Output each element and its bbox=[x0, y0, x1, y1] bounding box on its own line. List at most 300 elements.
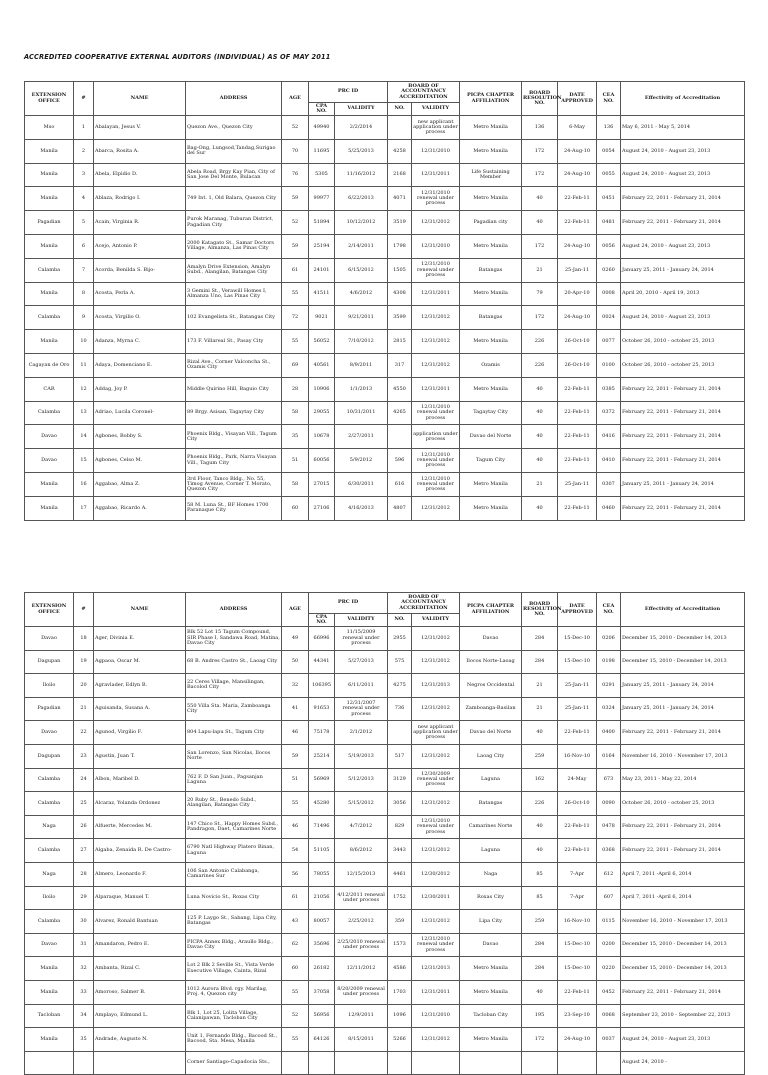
cell-number: 1 bbox=[74, 116, 94, 140]
cell-prc-validity: 6/11/2011 bbox=[335, 674, 388, 698]
cell-extension-office: Manila bbox=[25, 980, 74, 1004]
col-number: # bbox=[74, 593, 94, 627]
cell-picpa: Metro Manila bbox=[460, 187, 522, 211]
cell-cea-no: 0451 bbox=[597, 187, 621, 211]
cell-boa-validity: 12/31/2012 bbox=[412, 910, 460, 934]
cell-number: 11 bbox=[74, 353, 94, 377]
cell-prc-validity: 5/9/2012 bbox=[335, 449, 388, 473]
cell-boa-no: 317 bbox=[388, 353, 412, 377]
table-row bbox=[25, 862, 745, 886]
cell-name: Aggabao, Alma Z. bbox=[94, 472, 186, 496]
cell-boa-validity: 12/31/2010 bbox=[412, 234, 460, 258]
document-title: ACCREDITED COOPERATIVE EXTERNAL AUDITORS (INDIVIDUAL) AS OF MAY 2011 bbox=[24, 53, 331, 61]
col-date-approved: DATE APPROVED bbox=[558, 593, 597, 627]
table-row bbox=[25, 1051, 745, 1075]
cell-name: Aguisanda, Susana A. bbox=[94, 697, 186, 721]
table-row bbox=[25, 330, 745, 354]
cell-prc-validity: 6/22/2013 bbox=[335, 187, 388, 211]
cell-extension-office: Pagadian bbox=[25, 211, 74, 235]
cell-effectivity: November 16, 2010 - November 17, 2013 bbox=[621, 910, 745, 934]
cell-board-resolution: 79 bbox=[522, 282, 558, 306]
cell-address: 6790 Natl Highway Platero Binan, Laguna bbox=[186, 839, 282, 863]
cell-boa-validity: 12/31/2012 bbox=[412, 1028, 460, 1052]
cell-address: 125 P. Laygo St., Sabang, Lipa City, Batangas bbox=[186, 910, 282, 934]
col-cea-no: CEA NO. bbox=[597, 82, 621, 116]
cell-boa-validity: 12/31/2013 bbox=[412, 674, 460, 698]
cell-number: 13 bbox=[74, 401, 94, 425]
cell-age: 41 bbox=[282, 697, 309, 721]
cell-prc-validity: 10/31/2011 bbox=[335, 401, 388, 425]
col-prc-id: PRC ID bbox=[309, 593, 388, 614]
cell-address: 2000 Katagato St., Samar Doctors Village, Almanza, Las Pinas City bbox=[186, 234, 282, 258]
cell-age: 55 bbox=[282, 980, 309, 1004]
table-row bbox=[25, 282, 745, 306]
cell-board-resolution: 284 bbox=[522, 957, 558, 981]
cell-prc-validity: 9/21/2011 bbox=[335, 306, 388, 330]
cell-prc-validity bbox=[335, 1051, 388, 1075]
cell-address: Corner Santiago-Capadocia Sts., bbox=[186, 1051, 282, 1075]
cell-name: Abalayan, Jesus V. bbox=[94, 116, 186, 140]
cell-number: 32 bbox=[74, 957, 94, 981]
cell-age: 76 bbox=[282, 163, 309, 187]
cell-effectivity: August 24, 2010 - bbox=[621, 1051, 745, 1075]
cell-date-approved: 22-Feb-11 bbox=[558, 401, 597, 425]
cell-extension-office: CAR bbox=[25, 377, 74, 401]
cell-extension-office: Manila bbox=[25, 330, 74, 354]
cell-cea-no: 612 bbox=[597, 862, 621, 886]
table-row bbox=[25, 744, 745, 768]
cell-boa-no: 736 bbox=[388, 697, 412, 721]
cell-boa-validity: 12/30/2012 bbox=[412, 862, 460, 886]
cell-number bbox=[74, 1051, 94, 1075]
cell-effectivity: February 22, 2011 - February 21, 2014 bbox=[621, 377, 745, 401]
cell-address: PICPA Annex Bldg., Araullo Bldg., Davao City bbox=[186, 933, 282, 957]
cell-number: 12 bbox=[74, 377, 94, 401]
cell-date-approved: 15-Dec-10 bbox=[558, 957, 597, 981]
cell-cpa-no: 35696 bbox=[309, 933, 335, 957]
cell-name: Agpaoa, Oscar M. bbox=[94, 650, 186, 674]
cell-age: 51 bbox=[282, 768, 309, 792]
cell-effectivity: February 22, 2011 - February 21, 2014 bbox=[621, 187, 745, 211]
cell-cea-no: 0291 bbox=[597, 674, 621, 698]
cell-cpa-no: 40561 bbox=[309, 353, 335, 377]
cell-board-resolution: 40 bbox=[522, 187, 558, 211]
cell-date-approved: 22-Feb-11 bbox=[558, 815, 597, 839]
cell-board-resolution: 21 bbox=[522, 674, 558, 698]
cell-picpa: Laguna bbox=[460, 839, 522, 863]
cell-age: 56 bbox=[282, 862, 309, 886]
cell-board-resolution: 40 bbox=[522, 401, 558, 425]
cell-name: Aggabao, Ricardo A. bbox=[94, 496, 186, 520]
cell-boa-no: 4308 bbox=[388, 282, 412, 306]
cell-extension-office: Dagupan bbox=[25, 744, 74, 768]
cell-effectivity: December 15, 2010 - December 14, 2013 bbox=[621, 627, 745, 651]
cell-address: 173 F. Villareal St., Pasay City bbox=[186, 330, 282, 354]
cell-boa-no bbox=[388, 116, 412, 140]
cell-number: 35 bbox=[74, 1028, 94, 1052]
cell-prc-validity: 2/25/2012 bbox=[335, 910, 388, 934]
cell-effectivity: February 22, 2011 - February 21, 2014 bbox=[621, 425, 745, 449]
cell-boa-validity: 12/30/2009 renewal under process bbox=[412, 768, 460, 792]
cell-extension-office: Pagadian bbox=[25, 697, 74, 721]
cell-cea-no: 0416 bbox=[597, 425, 621, 449]
cell-name: Adanza, Myrna C. bbox=[94, 330, 186, 354]
cell-age: 58 bbox=[282, 472, 309, 496]
cell-boa-validity: 12/31/2010 bbox=[412, 1004, 460, 1028]
cell-name: Algaba, Zenaida R. De Castro- bbox=[94, 839, 186, 863]
table-row bbox=[25, 886, 745, 910]
cell-address: 22 Ceres Village, Mansilingan, Bacolod City bbox=[186, 674, 282, 698]
col-boa-validity: VALIDITY bbox=[412, 103, 460, 116]
cell-age: 49 bbox=[282, 627, 309, 651]
cell-number: 20 bbox=[74, 674, 94, 698]
auditors-table-2 bbox=[24, 592, 745, 1075]
col-age: AGE bbox=[282, 82, 309, 116]
cell-boa-no: 5266 bbox=[388, 1028, 412, 1052]
cell-date-approved: 15-Dec-10 bbox=[558, 650, 597, 674]
cell-prc-validity: 1/1/2013 bbox=[335, 377, 388, 401]
cell-effectivity: February 22, 2011 - February 21, 2014 bbox=[621, 401, 745, 425]
cell-board-resolution: 21 bbox=[522, 472, 558, 496]
col-extension-office: EXTENSION OFFICE bbox=[25, 593, 74, 627]
cell-cpa-no: 27106 bbox=[309, 496, 335, 520]
cell-cpa-no: 9021 bbox=[309, 306, 335, 330]
cell-date-approved: 6-May bbox=[558, 116, 597, 140]
cell-board-resolution bbox=[522, 1051, 558, 1075]
cell-extension-office: Manila bbox=[25, 957, 74, 981]
cell-cea-no: 0055 bbox=[597, 163, 621, 187]
cell-effectivity: April 20, 2010 - April 19, 2013 bbox=[621, 282, 745, 306]
table-row bbox=[25, 449, 745, 473]
cell-number: 9 bbox=[74, 306, 94, 330]
cell-prc-validity: 5/27/2013 bbox=[335, 650, 388, 674]
cell-extension-office: Davao bbox=[25, 933, 74, 957]
cell-board-resolution: 195 bbox=[522, 1004, 558, 1028]
cell-extension-office: Tacloban bbox=[25, 1004, 74, 1028]
cell-extension-office: Davao bbox=[25, 627, 74, 651]
cell-board-resolution: 21 bbox=[522, 697, 558, 721]
cell-date-approved: 7-Apr bbox=[558, 886, 597, 910]
cell-extension-office: Dagupan bbox=[25, 650, 74, 674]
cell-cea-no: 0008 bbox=[597, 282, 621, 306]
cell-picpa: Ilocos Norte-Laoag bbox=[460, 650, 522, 674]
cell-age: 59 bbox=[282, 234, 309, 258]
cell-cpa-no: 25194 bbox=[309, 234, 335, 258]
cell-address: Blk 1, Lot 25, Lolita Village, Calanipawan, Tacloban City bbox=[186, 1004, 282, 1028]
cell-prc-validity: 12/15/2013 bbox=[335, 862, 388, 886]
cell-cpa-no: 56956 bbox=[309, 1004, 335, 1028]
cell-age: 52 bbox=[282, 1004, 309, 1028]
cell-board-resolution: 40 bbox=[522, 721, 558, 745]
cell-boa-no: 3443 bbox=[388, 839, 412, 863]
cell-address: Blk 52 Lot 15 Tagum Compound, SIR Phase I, Sandawa Road, Matina, Davao City bbox=[186, 627, 282, 651]
cell-boa-no bbox=[388, 425, 412, 449]
cell-board-resolution: 226 bbox=[522, 330, 558, 354]
cell-extension-office: Cagayan de Oro bbox=[25, 353, 74, 377]
table-row bbox=[25, 933, 745, 957]
table-row bbox=[25, 472, 745, 496]
cell-name: Agbones, Bobby S. bbox=[94, 425, 186, 449]
cell-effectivity: April 7, 2011 -April 6, 2014 bbox=[621, 886, 745, 910]
cell-prc-validity: 12/9/2011 bbox=[335, 1004, 388, 1028]
cell-address: 762 F. D San Juan., Pagsanjan Laguna bbox=[186, 768, 282, 792]
cell-cpa-no: 45280 bbox=[309, 792, 335, 816]
cell-board-resolution: 259 bbox=[522, 744, 558, 768]
col-boa-accreditation: BOARD OF ACCOUNTANCY ACCREDITATION bbox=[388, 82, 460, 103]
cell-boa-validity: 12/31/2010 renewal under process bbox=[412, 472, 460, 496]
cell-address: Abela Road, Brgy Kay Pian, City of San Jose Del Monte, Bulacan bbox=[186, 163, 282, 187]
cell-age: 69 bbox=[282, 353, 309, 377]
cell-cea-no: 0100 bbox=[597, 353, 621, 377]
cell-age: 55 bbox=[282, 1028, 309, 1052]
cell-boa-validity: 12/31/2012 bbox=[412, 650, 460, 674]
cell-age: 55 bbox=[282, 330, 309, 354]
cell-boa-no: 1505 bbox=[388, 258, 412, 282]
cell-boa-validity bbox=[412, 1051, 460, 1075]
cell-number: 3 bbox=[74, 163, 94, 187]
cell-cpa-no: 51105 bbox=[309, 839, 335, 863]
cell-board-resolution: 85 bbox=[522, 886, 558, 910]
cell-name: Andrade, Augusto N. bbox=[94, 1028, 186, 1052]
cell-date-approved: 15-Dec-10 bbox=[558, 627, 597, 651]
table-row bbox=[25, 425, 745, 449]
cell-picpa: Davao bbox=[460, 627, 522, 651]
cell-age: 61 bbox=[282, 886, 309, 910]
cell-board-resolution: 162 bbox=[522, 768, 558, 792]
cell-picpa: Davao del Norte bbox=[460, 425, 522, 449]
table-row bbox=[25, 377, 745, 401]
cell-prc-validity: 6/15/2012 bbox=[335, 258, 388, 282]
cell-boa-no: 4258 bbox=[388, 139, 412, 163]
cell-extension-office: Manila bbox=[25, 472, 74, 496]
cell-cpa-no: 26182 bbox=[309, 957, 335, 981]
cell-extension-office: Naga bbox=[25, 862, 74, 886]
cell-cpa-no: 24101 bbox=[309, 258, 335, 282]
cell-number: 25 bbox=[74, 792, 94, 816]
cell-effectivity: January 25, 2011 - January 24, 2014 bbox=[621, 258, 745, 282]
cell-boa-validity: 12/31/2012 bbox=[412, 211, 460, 235]
col-boa-accreditation: BOARD OF ACCOUNTANCY ACCREDITATION bbox=[388, 593, 460, 614]
table-row bbox=[25, 401, 745, 425]
cell-age bbox=[282, 1051, 309, 1075]
cell-date-approved: 25-Jan-11 bbox=[558, 258, 597, 282]
cell-board-resolution: 172 bbox=[522, 163, 558, 187]
cell-extension-office: Calamba bbox=[25, 910, 74, 934]
cell-cea-no: 0481 bbox=[597, 211, 621, 235]
cell-boa-validity: 12/31/2011 bbox=[412, 377, 460, 401]
cell-picpa: Metro Manila bbox=[460, 330, 522, 354]
cell-age: 51 bbox=[282, 449, 309, 473]
col-cpa-no: CPA NO. bbox=[309, 614, 335, 627]
cell-boa-validity: new applicant application under process bbox=[412, 116, 460, 140]
cell-name: Amplayo, Edmund L. bbox=[94, 1004, 186, 1028]
cell-name: Alvarez, Ronald Bantuan bbox=[94, 910, 186, 934]
cell-boa-validity: 12/31/2012 bbox=[412, 330, 460, 354]
cell-board-resolution: 172 bbox=[522, 234, 558, 258]
cell-name: Acejo, Antonio P. bbox=[94, 234, 186, 258]
cell-date-approved: 22-Feb-11 bbox=[558, 187, 597, 211]
cell-date-approved: 24-May bbox=[558, 768, 597, 792]
cell-number: 5 bbox=[74, 211, 94, 235]
cell-age: 58 bbox=[282, 401, 309, 425]
cell-cea-no bbox=[597, 1051, 621, 1075]
cell-boa-no: 2955 bbox=[388, 627, 412, 651]
cell-board-resolution: 40 bbox=[522, 839, 558, 863]
cell-board-resolution: 40 bbox=[522, 211, 558, 235]
cell-age: 52 bbox=[282, 116, 309, 140]
cell-name: Ager, Divinia E. bbox=[94, 627, 186, 651]
cell-boa-no: 616 bbox=[388, 472, 412, 496]
cell-cea-no: 0478 bbox=[597, 815, 621, 839]
cell-age: 59 bbox=[282, 187, 309, 211]
cell-prc-validity: 2/2/2014 bbox=[335, 116, 388, 140]
cell-prc-validity: 8/20/2009 renewal under process bbox=[335, 980, 388, 1004]
cell-boa-validity: 12/31/2010 renewal under process bbox=[412, 258, 460, 282]
cell-effectivity: May 23, 2011 - May 22, 2014 bbox=[621, 768, 745, 792]
col-address: ADDRESS bbox=[186, 82, 282, 116]
cell-cpa-no bbox=[309, 1051, 335, 1075]
cell-boa-validity: 12/31/2010 renewal under process bbox=[412, 815, 460, 839]
table-row bbox=[25, 139, 745, 163]
cell-address: 749 Int. 1, Old Balara, Quezon City bbox=[186, 187, 282, 211]
cell-board-resolution: 259 bbox=[522, 910, 558, 934]
cell-effectivity: October 26, 2010 - october 25, 2013 bbox=[621, 353, 745, 377]
cell-address: 102 Evangelista St., Batangas City bbox=[186, 306, 282, 330]
cell-effectivity: January 25, 2011 - January 24, 2014 bbox=[621, 674, 745, 698]
cell-cea-no: 673 bbox=[597, 768, 621, 792]
cell-cea-no: 0056 bbox=[597, 234, 621, 258]
cell-prc-validity: 10/12/2012 bbox=[335, 211, 388, 235]
cell-boa-no: 4550 bbox=[388, 377, 412, 401]
table-row bbox=[25, 839, 745, 863]
cell-prc-validity: 4/12/2011 renewal under process bbox=[335, 886, 388, 910]
cell-prc-validity: 8/9/2011 bbox=[335, 353, 388, 377]
cell-age: 46 bbox=[282, 815, 309, 839]
cell-address: 58 M. Luna St., BF Homes 1700 Paranaque City bbox=[186, 496, 282, 520]
cell-boa-no: 3599 bbox=[388, 306, 412, 330]
cell-cea-no: 0400 bbox=[597, 721, 621, 745]
cell-extension-office: Davao bbox=[25, 425, 74, 449]
cell-boa-validity: 12/31/2012 bbox=[412, 697, 460, 721]
cell-age: 61 bbox=[282, 258, 309, 282]
cell-cpa-no: 25214 bbox=[309, 744, 335, 768]
col-effectivity: Effectivity of Accreditation bbox=[621, 82, 745, 116]
cell-boa-no: 517 bbox=[388, 744, 412, 768]
cell-extension-office: Davao bbox=[25, 449, 74, 473]
cell-picpa: Lipa City bbox=[460, 910, 522, 934]
cell-address: 89 Brgy. Asisan, Tagaytay City bbox=[186, 401, 282, 425]
cell-boa-validity: application under process bbox=[412, 425, 460, 449]
cell-name: Alfuerte, Mercedes M. bbox=[94, 815, 186, 839]
table-row bbox=[25, 980, 745, 1004]
cell-board-resolution: 284 bbox=[522, 650, 558, 674]
cell-number: 30 bbox=[74, 910, 94, 934]
cell-extension-office: Naga bbox=[25, 815, 74, 839]
table-row bbox=[25, 116, 745, 140]
cell-date-approved: 24-Aug-10 bbox=[558, 1028, 597, 1052]
cell-board-resolution: 172 bbox=[522, 139, 558, 163]
col-date-approved: DATE APPROVED bbox=[558, 82, 597, 116]
cell-extension-office: Manila bbox=[25, 234, 74, 258]
cell-address: Amalyn Drive Extension, Amalyn Subd., Alangilan, Batangas City bbox=[186, 258, 282, 282]
cell-age: 60 bbox=[282, 496, 309, 520]
cell-prc-validity: 11/16/2012 bbox=[335, 163, 388, 187]
cell-boa-validity: 12/30/2011 bbox=[412, 886, 460, 910]
cell-picpa: Metro Manila bbox=[460, 472, 522, 496]
cell-effectivity: September 23, 2010 - September 22, 2013 bbox=[621, 1004, 745, 1028]
cell-extension-office: Calamba bbox=[25, 839, 74, 863]
cell-boa-no bbox=[388, 721, 412, 745]
cell-prc-validity: 6/30/2011 bbox=[335, 472, 388, 496]
cell-date-approved: 25-Jan-11 bbox=[558, 472, 597, 496]
cell-picpa: Metro Manila bbox=[460, 496, 522, 520]
cell-prc-validity: 2/25/2010 renewal under process bbox=[335, 933, 388, 957]
cell-boa-no: 1703 bbox=[388, 980, 412, 1004]
cell-picpa: Metro Manila bbox=[460, 234, 522, 258]
cell-address: 550 Villa Sta. Maria, Zamboanga City bbox=[186, 697, 282, 721]
cell-picpa: Tacloban City bbox=[460, 1004, 522, 1028]
cell-age: 55 bbox=[282, 282, 309, 306]
cell-extension-office: Davao bbox=[25, 721, 74, 745]
cell-board-resolution: 284 bbox=[522, 627, 558, 651]
cell-extension-office: Manila bbox=[25, 282, 74, 306]
cell-picpa: Batangas bbox=[460, 258, 522, 282]
cell-effectivity: February 22, 2011 - February 21, 2014 bbox=[621, 496, 745, 520]
cell-cpa-no: 27015 bbox=[309, 472, 335, 496]
cell-number: 16 bbox=[74, 472, 94, 496]
col-cpa-no: CPA NO. bbox=[309, 103, 335, 116]
cell-cpa-no: 49940 bbox=[309, 116, 335, 140]
table-row bbox=[25, 163, 745, 187]
cell-address: 20 Ruby St., Benedo Subd., Alangilan, Batangas City bbox=[186, 792, 282, 816]
table-row bbox=[25, 187, 745, 211]
cell-number: 22 bbox=[74, 721, 94, 745]
cell-cpa-no: 60056 bbox=[309, 449, 335, 473]
cell-age: 54 bbox=[282, 839, 309, 863]
cell-date-approved: 16-Nov-10 bbox=[558, 910, 597, 934]
table-row bbox=[25, 697, 745, 721]
cell-number: 6 bbox=[74, 234, 94, 258]
cell-address: Unit 1, Fernando Bldg., Bacood St., Bacood, Sta. Mesa, Manila bbox=[186, 1028, 282, 1052]
cell-date-approved: 26-Oct-10 bbox=[558, 353, 597, 377]
cell-number: 21 bbox=[74, 697, 94, 721]
cell-cpa-no: 78055 bbox=[309, 862, 335, 886]
cell-extension-office: Manila bbox=[25, 496, 74, 520]
cell-prc-validity: 8/6/2012 bbox=[335, 839, 388, 863]
cell-name: Adriao, Lucila Coronel- bbox=[94, 401, 186, 425]
cell-address: Phoenix Bldg., Park, Narra Visayan Vill., Tagum City bbox=[186, 449, 282, 473]
cell-extension-office: Calamba bbox=[25, 401, 74, 425]
cell-extension-office: Manila bbox=[25, 187, 74, 211]
cell-name: Agbones, Celso M. bbox=[94, 449, 186, 473]
cell-age: 60 bbox=[282, 957, 309, 981]
cell-name: Acain, Virginia R. bbox=[94, 211, 186, 235]
cell-cea-no: 607 bbox=[597, 886, 621, 910]
cell-name: Agunod, Virgilio F. bbox=[94, 721, 186, 745]
cell-address: Luna Novicio St., Roxas City bbox=[186, 886, 282, 910]
cell-cpa-no: 75178 bbox=[309, 721, 335, 745]
cell-number: 15 bbox=[74, 449, 94, 473]
cell-picpa: Camarines Norte bbox=[460, 815, 522, 839]
cell-cpa-no: 56052 bbox=[309, 330, 335, 354]
cell-cea-no: 0164 bbox=[597, 744, 621, 768]
col-effectivity: Effectivity of Accreditation bbox=[621, 593, 745, 627]
cell-picpa: Tagaytay City bbox=[460, 401, 522, 425]
cell-date-approved: 7-Apr bbox=[558, 862, 597, 886]
table-row bbox=[25, 910, 745, 934]
cell-name: Ambanta, Rizal C. bbox=[94, 957, 186, 981]
cell-effectivity: December 15, 2010 - December 14, 2013 bbox=[621, 933, 745, 957]
